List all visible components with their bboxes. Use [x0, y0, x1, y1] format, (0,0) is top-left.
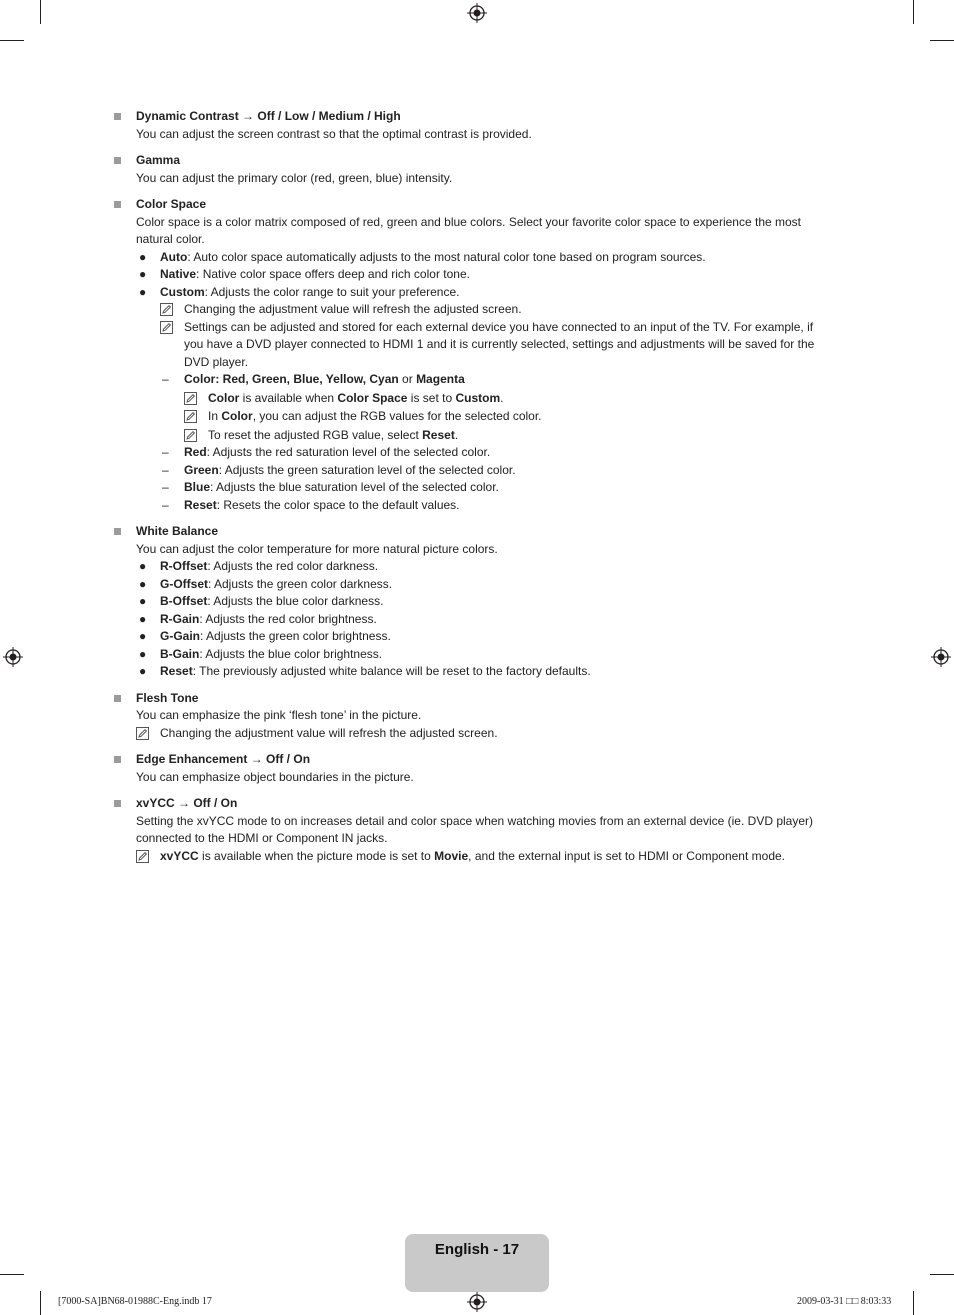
term: Color Space [337, 390, 408, 405]
note-text: , you can adjust the RGB values for the selected color. [252, 409, 542, 423]
note [184, 390, 829, 408]
dash-marker: – [162, 462, 169, 477]
note-pencil-icon [136, 727, 149, 740]
term-description: : Adjusts the blue saturation level of the selected color. [210, 480, 499, 494]
term-description: : Adjusts the blue color darkness. [207, 594, 384, 608]
square-bullet-icon [114, 157, 121, 164]
section-title: Dynamic Contrast → Off / Low / Medium / High [136, 109, 401, 123]
term: Native [160, 267, 197, 281]
crop-mark [0, 1274, 24, 1275]
square-bullet-icon [114, 113, 121, 120]
list-item [136, 663, 829, 681]
crop-mark [40, 0, 41, 24]
note-pencil-icon [184, 429, 197, 442]
note [160, 319, 829, 372]
term-description: : Adjusts the red color brightness. [199, 611, 377, 626]
bullet-dot-icon: ● [139, 646, 147, 661]
print-slug-timestamp: 2009-03-31 □□ 8:03:33 [797, 1296, 892, 1307]
list-item [136, 593, 829, 611]
note-pencil-icon [184, 392, 197, 405]
custom-sub-block [136, 301, 829, 514]
section-description: You can adjust the primary color (red, green, blue) intensity. [136, 170, 453, 185]
term: R-Gain [160, 611, 200, 626]
term: Custom [455, 390, 501, 405]
dash-item [160, 444, 829, 462]
crop-mark [0, 40, 24, 41]
section-gamma [113, 152, 829, 187]
list-item [136, 628, 829, 646]
term-description: : Adjusts the green saturation level of the selected color. [218, 462, 516, 477]
list-item [136, 284, 829, 302]
note-text: is available when the picture mode is set to [198, 848, 435, 863]
dash-marker: – [162, 480, 169, 494]
print-slug-filename: [7000-SA]BN68-01988C-Eng.indb 17 [58, 1296, 212, 1307]
term: G-Offset [160, 576, 208, 591]
section-flesh-tone [113, 690, 829, 743]
note-text: is set to [407, 390, 456, 405]
note-pencil-icon [184, 410, 197, 423]
section-xvycc [113, 795, 829, 865]
note-text: . [454, 427, 459, 442]
section-color-space [113, 196, 829, 514]
dash-item [160, 497, 829, 515]
term: G-Gain [160, 629, 201, 643]
note-pencil-icon [136, 850, 149, 863]
manual-content [113, 108, 829, 874]
registration-mark-icon [931, 647, 951, 667]
term: Color [221, 409, 253, 423]
dash-item [160, 479, 829, 497]
note [136, 725, 829, 743]
bullet-dot-icon: ● [139, 594, 147, 608]
square-bullet-icon [114, 201, 121, 208]
bullet-dot-icon: ● [139, 611, 147, 626]
term: Green [184, 462, 219, 477]
term-description: : Adjusts the blue color brightness. [199, 646, 383, 661]
term: Color: Red, Green, Blue, Yellow, Cyan [184, 372, 399, 386]
term: Red [184, 445, 207, 459]
section-title: Edge Enhancement → Off / On [136, 752, 311, 766]
section-title: Flesh Tone [136, 690, 199, 705]
section-description: You can adjust the color temperature for more natural picture colors. [136, 541, 498, 556]
bullet-dot-icon: ● [139, 559, 147, 573]
section-description: You can adjust the screen contrast so that the optimal contrast is provided. [136, 126, 532, 141]
term: Movie [434, 848, 469, 863]
note-text: , and the external input is set to HDMI or Component mode. [468, 848, 785, 863]
section-white-balance [113, 523, 829, 681]
list-item [136, 266, 829, 284]
note-pencil-icon [160, 321, 173, 334]
bullet-dot-icon: ● [139, 267, 147, 281]
list-item [136, 646, 829, 664]
section-title: xvYCC → Off / On [136, 796, 238, 810]
connector-text: or [398, 372, 417, 386]
square-bullet-icon [114, 756, 121, 763]
term-description: : Adjusts the red saturation level of the selected color. [206, 445, 491, 459]
note-text: is available when [239, 390, 338, 405]
dash-item [160, 462, 829, 480]
note-text: Settings can be adjusted and stored for each external device you have connected to an input of the TV. For example, if you have a DVD player connected to HDMI 1 and it is currently selected, settings and adjustments will be saved for the DVD player. [184, 319, 815, 369]
term: B-Offset [160, 594, 208, 608]
list-item [136, 249, 829, 267]
dash-marker: – [162, 372, 169, 386]
bullet-dot-icon: ● [139, 249, 147, 264]
bullet-dot-icon: ● [139, 576, 147, 591]
crop-mark [930, 1274, 954, 1275]
registration-mark-icon [467, 3, 487, 23]
crop-mark [913, 0, 914, 24]
crop-mark [40, 1291, 41, 1315]
section-title: Gamma [136, 153, 181, 167]
note-text: . [500, 390, 504, 405]
term-description: : Native color space offers deep and rich color tone. [196, 267, 470, 281]
crop-mark [913, 1291, 914, 1315]
note-text: In [208, 409, 222, 423]
note-text: Changing the adjustment value will refresh the adjusted screen. [160, 725, 498, 740]
page-number: English - 17 [434, 1241, 520, 1258]
list-item [136, 576, 829, 594]
term: Blue [184, 480, 211, 494]
term: B-Gain [160, 646, 200, 661]
note-text: To reset the adjusted RGB value, select [208, 427, 423, 442]
term: Magenta [416, 372, 465, 386]
registration-mark-icon [467, 1292, 487, 1312]
term: xvYCC [160, 848, 199, 863]
term-description: : Adjusts the green color darkness. [208, 576, 393, 591]
term-description: : Resets the color space to the default values. [216, 497, 460, 512]
dash-marker: – [162, 445, 169, 459]
section-description: You can emphasize the pink ‘flesh tone’ in the picture. [136, 708, 422, 722]
note [184, 427, 829, 445]
term-description: : Adjusts the red color darkness. [207, 559, 379, 573]
crop-mark [930, 40, 954, 41]
term-description: : Auto color space automatically adjusts to the most natural color tone based on program sources. [187, 249, 706, 264]
registration-mark-icon [3, 647, 23, 667]
term: Reset [160, 664, 193, 678]
term: Auto [160, 249, 188, 264]
square-bullet-icon [114, 800, 121, 807]
note-pencil-icon [160, 303, 173, 316]
dash-marker: – [162, 497, 169, 512]
note [160, 301, 829, 319]
term-description: : Adjusts the color range to suit your preference. [204, 284, 460, 299]
section-title: Color Space [136, 197, 207, 211]
section-description: Color space is a color matrix composed of red, green and blue colors. Select your favorite color space to experience the most natural color. [136, 214, 801, 246]
term-description: : The previously adjusted white balance will be reset to the factory defaults. [192, 664, 591, 678]
bullet-dot-icon: ● [139, 664, 147, 678]
bullet-dot-icon: ● [139, 284, 147, 299]
list-item [136, 558, 829, 576]
square-bullet-icon [114, 528, 121, 535]
term-description: : Adjusts the green color brightness. [200, 629, 391, 643]
section-dynamic-contrast [113, 108, 829, 143]
term: Color [208, 390, 240, 405]
term: Custom [160, 284, 205, 299]
note-text: Changing the adjustment value will refresh the adjusted screen. [184, 302, 522, 316]
section-description: You can emphasize object boundaries in the picture. [136, 769, 414, 784]
dash-item-color [160, 371, 829, 444]
section-description: Setting the xvYCC mode to on increases detail and color space when watching movies from an external device (ie. DVD player) connected to the HDMI or Component IN jacks. [136, 813, 813, 845]
note [136, 848, 829, 866]
section-title: White Balance [136, 524, 219, 538]
term: Reset [184, 497, 217, 512]
section-edge-enhancement [113, 751, 829, 786]
term: R-Offset [160, 559, 208, 573]
note [184, 408, 829, 426]
list-item [136, 611, 829, 629]
square-bullet-icon [114, 695, 121, 702]
term: Reset [422, 427, 455, 442]
bullet-dot-icon: ● [139, 629, 147, 643]
